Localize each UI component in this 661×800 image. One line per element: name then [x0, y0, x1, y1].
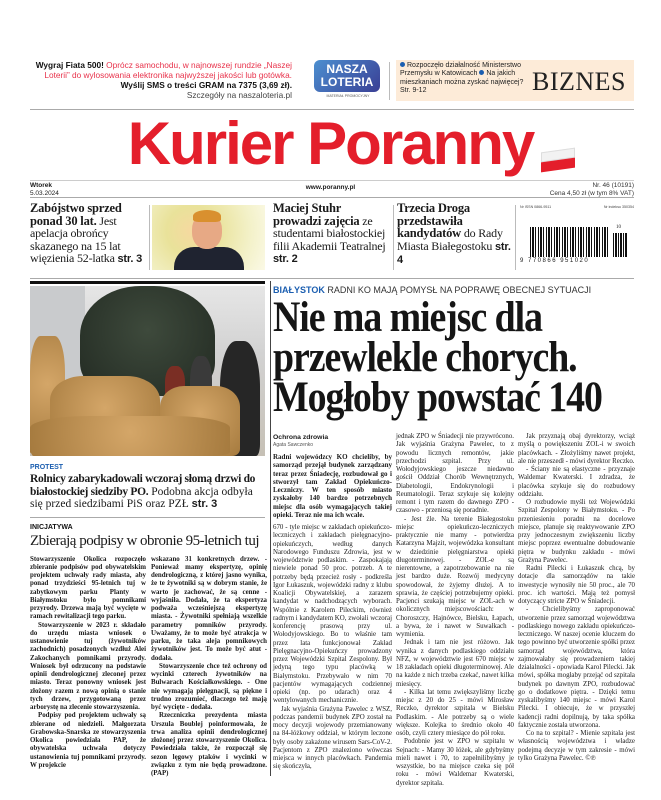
- paragraph: - Jest źle. Na terenie Białegostoku miejsc opiekuńczo-leczniczych praktycznie nie mamy - potwierdza Katarzyna Majzit, wojewódzka konsultant w dziedzinie pielęgniarstwa opieki długoterminowej. - ZOL-e są nierentowne, a zapotrzebowanie na nie jest bardzo duże. Rozwój medycyny spowodował, że żyjemy dłużej. A to sprawia, że częściej potrzebujemy opieki. Pacjenci szukają miejsc w ZOL-ach w okolicznych miejscowościach: w Choroszczy, Hajnówce, Bielsku, Łapach, a bywa, że i nawet w Suwałkach - wymienia.: [396, 515, 514, 638]
- paragraph: O rozbudowie myśli też Wojewódzki Szpital Zespolony w Białymstoku. - Po przeniesieniu poradni na docelowe miejsce, planuje się reaktywowanie ZPO przy jednoczesnym zwiększeniu liczby miejsc poprzez ewentualne dobudowanie piętra w budynku zakładu - mówi Grażyna Pawelec.: [518, 499, 635, 564]
- protest-kicker: PROTEST: [30, 464, 64, 471]
- barcode-icon: [530, 227, 610, 257]
- teaser-page: str. 4: [397, 240, 511, 267]
- main-col-2: [396, 433, 514, 788]
- barcode: [520, 205, 634, 264]
- stuhr-photo: [152, 205, 265, 270]
- paragraph: Jak przyznają obaj dyrektorzy, wciąż myślą o powiększeniu ZOL-i w swoich placówkach. - Złożyliśmy nawet projekt, ale nie przeszedł - mówi dyrektor Reczko.: [518, 433, 635, 465]
- main-kicker-place: BIAŁYSTOK: [273, 285, 325, 295]
- author: Agata Sawczenko: [273, 442, 314, 448]
- column-divider: [270, 281, 271, 776]
- teaser-text: Jest apelacja obrońcy skazanego na 15 lat więzienia 52-latka: [30, 213, 121, 266]
- lottery-promo: [30, 60, 292, 100]
- teaser-trzecia-droga[interactable]: [397, 202, 513, 267]
- main-col-1: [273, 524, 392, 772]
- teaser-stuhr[interactable]: [273, 202, 391, 266]
- teaser-text: do Rady Miasta Białegostoku: [397, 226, 503, 253]
- paragraph: Rzeczniczka prezydenta miasta Urszula Boublej poinformowała, że trwa analiza opinii dendrologicznej złożonej przez stowarzyszenie Okolica. Powiedziała także, że rozpoczął się sezon lęgowy ptaków i wycinki w związku z tym nie będą prowadzone. (PAP): [151, 712, 267, 777]
- barcode-addon: 10: [616, 225, 621, 230]
- divider: [30, 197, 634, 198]
- divider: [389, 62, 390, 100]
- masthead-title: Kurier Poranny: [127, 110, 534, 177]
- website-link[interactable]: www.poranny.pl: [305, 184, 356, 191]
- divider: [30, 180, 634, 181]
- promo-sms: Wyślij SMS o treści GRAM na 7375 (3,69 zł).: [120, 80, 292, 90]
- paragraph: - Kilka lat temu zwiększyliśmy liczbę miejsc z 20 do 25 - mówi Mirosław Reczko, dyrektor szpitala w Bielsku Podlaskim. - Ale potrzeby są o wiele większe. Kolejka to średnio około 40 osób, czyli cztery miesiące do pół roku.: [396, 688, 514, 737]
- index-number: Nr indeksu 350354: [603, 205, 634, 209]
- divider: [30, 278, 634, 279]
- protest-photo: [30, 286, 265, 456]
- teaser-murder[interactable]: [30, 202, 148, 266]
- paragraph: Jak wyjaśnia Grażyna Pawelec z WSZ, podczas pandemii budynek ZPO został na mocy decyzji wojewody przemianowany na 84-łóżkowy oddział, w którym leczone były osoby zakażone wirusem Sars-CoV-2. Pacjentom z ZPO znaleziono wówczas miejsca w innych placówkach. Pandemia się skończyła,: [273, 705, 392, 771]
- logo-line2: LOTERIA: [320, 75, 374, 89]
- protest-page: str. 3: [191, 498, 218, 510]
- business-item-1: Rozpoczęło działalność Ministerstwo Przemysłu w Katowicach: [400, 62, 521, 78]
- teaser-head: Trzecia Droga przedstawiła kandydatów: [397, 201, 470, 241]
- teaser-head: Maciej Stuhr prowadzi zajęcia: [273, 201, 360, 228]
- divider: [515, 205, 516, 270]
- barcode-addon-icon: [613, 233, 627, 257]
- inicjatywa-col-1: [30, 556, 146, 779]
- paragraph: Stowarzyszenie Okolica rozpoczęło zbieranie podpisów pod obywatelskim projektem uchwały rady miasta, aby ponad trzydzieści 95-letnich tuj w zabytkowym parku Planty w Białymstoku było pomnikami przyrody. Drzewa mają być wycięte w ramach rewitalizacji tego parku.: [30, 555, 146, 621]
- inicjatywa-title: Zbierają podpisy w obronie 95-letnich tuj: [30, 532, 260, 549]
- divider: [30, 517, 265, 518]
- protest-head: Rolnicy zabarykadowali wczoraj słomą drzwi do białostockiej siedziby PO.: [30, 473, 256, 498]
- inicjatywa-col-2: [151, 556, 267, 779]
- paragraph: Co na to szpital? - Mienie szpitala jest własnością województwa i władze podejmą decyzje w tym zakresie - mówi tylko Grażyna Pawelec. ©℗: [518, 730, 635, 762]
- main-col-1-wrap: [273, 433, 392, 772]
- nasza-loteria-logo: [310, 60, 386, 100]
- business-title: BIZNES: [532, 67, 626, 96]
- main-subkicker: RADNI KO MAJĄ POMYSŁ NA POPRAWĘ OBECNEJ SYTUACJI: [327, 285, 592, 295]
- main-headline[interactable]: Nie ma miejsc dla przewlekle chorych. Mogłoby powstać 140: [273, 294, 602, 421]
- teaser-text: ze studentami białostockiej filii Akademii Teatralnej: [273, 213, 386, 253]
- paragraph: Radni Pilecki i Łukaszuk chcą, by dotacje dla samorządów na takie inwestycje wynosiły nie 50 proc., ale 70 proc. ich wartości. Mają też pomysł dotyczący stricte ZPO w Śniadecji.: [518, 565, 635, 605]
- paragraph: Podpisy pod projektem uchwały są zbierane od niedzieli. Małgorzata Grabowska-Snarska ze stowarzyszenia Okolica powiedziała PAP, że obywatelska uchwała dotyczy ustanowienia tuj pomnikami przyrody. W projekcie: [30, 712, 146, 769]
- bullet-icon: [400, 62, 405, 67]
- paragraph: Stowarzyszenie w 2023 r. składało do urzędu miasta wniosek o ustanowienie tuj (żywotników zachodnich) posadzonych wzdłuż Alei Zakochanych pomnikami przyrody. Wniosek był odrzucony na podstawie opinii dendrologicznej zleconej przez miasto. Teraz ponowny wniosek jest złożony razem z nową opinią o stanie tych drzew, przygotowaną przez arborystę na zlecenie stowarzyszenia.: [30, 621, 146, 711]
- left-lower-section: [30, 463, 267, 778]
- price: Cena 4,50 zł (w tym 8% VAT): [549, 189, 634, 197]
- promo-lead: Wygraj Fiata 500!: [35, 60, 104, 70]
- issue-number: Nr. 46 (10191): [592, 182, 634, 189]
- teaser-page: str. 3: [117, 253, 143, 266]
- paragraph: Stowarzyszenie chce też ochrony od wycinki czterech żywotników na Bulwarach Kościałkowskiego. - One nie wymagają pielęgnacji, są piękne i trudno zrozumieć, dlaczego też mają być wycięte - dodała.: [151, 662, 267, 711]
- paragraph: 670 - tyle miejsc w zakładach opiekuńczo-leczniczych i zakładach pielęgnacyjno-opiekuńczych, według danych Narodowego Funduszu Zdrowia, jest w województwie podlaskim. - Zaspokajają niewiele ponad 50 proc. potrzeb. A te potrzeby będą przecież rosły - podkreśla Igor Łukaszuk, wojewódzki radny z klubu Koalicji Obywatelskiej, a zarazem kandydat w nadchodzących wyborach. Wspólnie z Karolem Pileckim, również radnym i kandydatem KO, zwołali wczoraj konferencję prasową przy ul. Wołodyjowskiego. Bo to właśnie tam przez lata funkcjonował Zakład Pielęgnacyjno-Opiekuńczy prowadzony przez Wojewódzki Szpital Zespolony. Był jedyną tego typu placówką w Białymstoku. Przebywało w nim 70 pacjentów wymagających codziennej opieki (np. po udarach) oraz 4 wentylowanych mechanicznie.: [273, 524, 393, 705]
- promo-text: Oprócz samochodu, w najnowszej rundzie „Naszej Loterii” do wylosowania elektronika najwyższej jakości lub gotówka.: [44, 60, 292, 80]
- paragraph: - Chcielibyśmy zaproponować utworzenie przez samorząd województwa podlaskiego nowego zakładu opiekuńczo-leczniczego. W naszej ocenie kluczem do tego powinno być utworzenie spółki przez samorząd województwa, która zajmowałaby się prowadzeniem takiej działalności - opowiada Karol Pilecki. Jak mówi, spółka mogłaby przejąć od szpitala budynek po dawnym ZPO, rozbudować go o dodatkowe piętra. - Dzięki temu zyskalibyśmy 140 miejsc - mówi Karol Pilecki. I obiecuje, że w przyszłej kadencji radni dopilnują, by taka spółka faktycznie została utworzona.: [518, 606, 635, 729]
- section-label: Ochrona zdrowia: [273, 434, 329, 441]
- paragraph: wskazano 31 konkretnych drzew. - Ponieważ mamy ekspertyzę, opinię dendrologiczną, z której jasno wynika, że te żywotniki są w dobrym stanie, że warto je zachować, że są cenne - wyjaśniła. Dodała, że ta ekspertyza podważa wcześniejszą ekspertyzę miasta. - Żywotniki spełniają wszelkie parametry pomników przyrody. Uważamy, że to może być atrakcja w parku, że taka aleja pomnikowych żywotników jest. To może być atut - dodała.: [151, 555, 267, 662]
- paragraph: jednak ZPO w Śniadecji nie przywrócono. Jak wyjaśnia Grażyna Pawelec, to z powodu licznych remontów, jakie przechodzi szpital. Przy ul. Wołodyjowskiego jeszcze niedawno gościł Oddział Chorób Wewnętrznych, Diabetologii, Endokrynologii i Reumatologii. Teraz szykuje się kolejny remont i tym razem do dawnego ZPO - czasowo - przeniosą się poradnie.: [396, 433, 514, 515]
- teaser-head: Zabójstwo sprzed ponad 30 lat.: [30, 201, 122, 228]
- paragraph: Jednak i tam nie jest różowo. Jak wynika z danych podlaskiego oddziału NFZ, w województwie jest 670 miejsc w 18 zakładach opieki długoterminowej. Ale na każde z nich trzeba czekać, nawet kilka miesięcy.: [396, 639, 514, 688]
- day: Wtorek: [30, 182, 53, 189]
- business-teaser[interactable]: [396, 60, 634, 101]
- protest-story[interactable]: [30, 473, 267, 511]
- date: 5.03.2024: [30, 189, 59, 197]
- promo-details: Szczegóły na naszaloteria.pl: [186, 90, 292, 100]
- issn: Nr ISSN 0866-9511: [520, 205, 552, 209]
- main-col-3: [518, 433, 635, 763]
- divider: [30, 281, 265, 284]
- protest-text: Podobna akcja odbyła się przed siedzibami PiS oraz PZŁ: [30, 485, 253, 510]
- inicjatywa-kicker: INICJATYWA: [30, 523, 73, 531]
- logo-note: MATERIAŁ PROMOCYJNY: [326, 94, 370, 98]
- teaser-page: str. 2: [273, 253, 298, 266]
- divider: [393, 205, 394, 270]
- paragraph: - Ściany nie są elastyczne - przyznaje Waldemar Kwaterski. I zdradza, że placówka szykuje się do rozbudowy oddziału.: [518, 466, 635, 498]
- business-item-2: Na jakich mieszkaniach można zyskać najwięcej? Str. 9-12: [400, 70, 524, 94]
- paragraph: Podobnie jest w ZPO w szpitalu w Sejnach: - Mamy 30 łóżek, ale gdybyśmy mieli nawet i 70, to zapełnilibyśmy je wszystkie, bo na miejsce czeka się pół roku - mówi Waldemar Kwaterski, dyrektor szpitala.: [396, 738, 514, 787]
- divider: [149, 205, 150, 270]
- barcode-number: 9 770866 951020: [520, 258, 590, 264]
- main-lead: Radni wojewódzcy KO chcieliby, by samorząd przejął budynek zarządzany teraz przez Śniadecję, rozbudował go i stworzył tam Zakład Opiekuńczo-Leczniczy. W ten sposób miasto zyskałoby 140 bardzo potrzebnych miejsc dla osób wymagających takiej opieki. Teraz nie ma ich wcale.: [273, 453, 392, 519]
- bullet-icon: [479, 70, 484, 75]
- issue-info: [550, 182, 634, 197]
- logo-line1: NASZA: [326, 62, 368, 76]
